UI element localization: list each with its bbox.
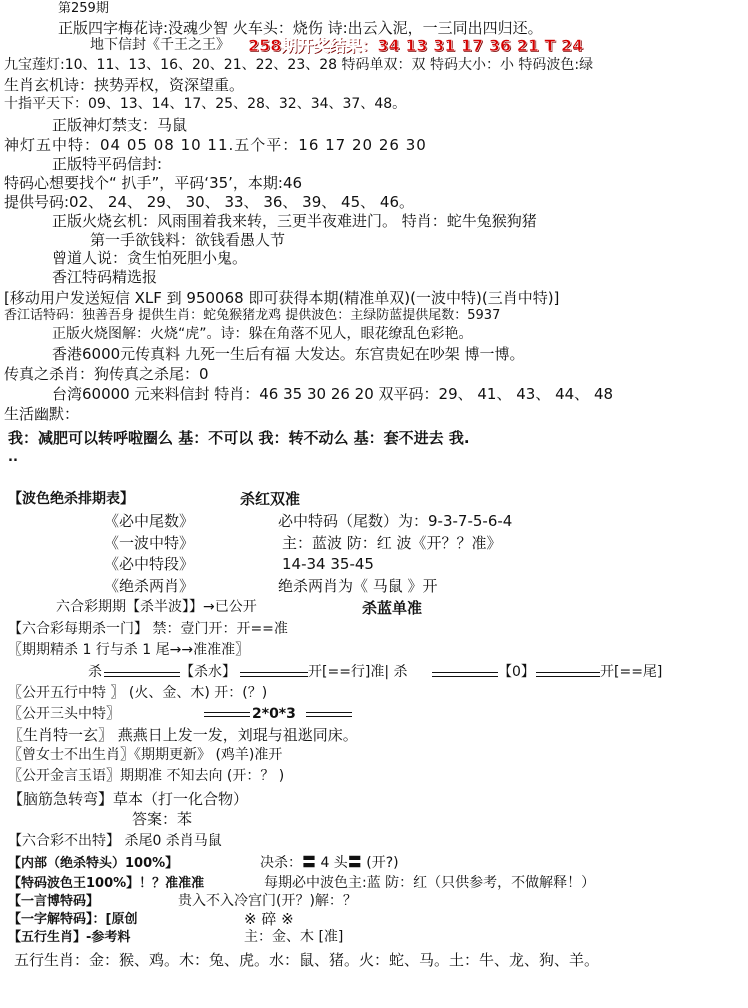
text-line: 特码心想要找个“ 扒手”，平码‘35’，本期:46 xyxy=(4,174,303,192)
text-line: 生肖玄机诗：挟势弄权，资深望重。 xyxy=(4,76,245,94)
half-wave-line: 六合彩期期【杀半波】】→已公开 xyxy=(56,599,257,615)
text-line: 曾道人说：贪生怕死胆小鬼。 xyxy=(52,249,248,267)
double-rule xyxy=(240,672,308,677)
row-key: 《绝杀两肖》 xyxy=(104,577,195,595)
double-rule xyxy=(204,712,250,717)
text-line: 正版特平码信封: xyxy=(52,155,163,173)
five-elements-list: 五行生肖：金：猴、鸡。木：兔、虎。水：鼠、猪。火：蛇、马。土：牛、龙、狗、羊。 xyxy=(14,951,600,969)
double-rule xyxy=(306,712,352,717)
text-line: [移动用户发送短信 XLF 到 950068 即可获得本期(精准单双)(一波中特)(三肖中特)] xyxy=(4,289,560,307)
text-line: 第一手欲钱料：欲钱看愚人节 xyxy=(90,231,286,249)
text-line: 传真之杀肖：狗传真之杀尾：0 xyxy=(4,365,209,383)
humor-dialog: 我：减肥可以转呼啦圈么 基：不可以 我：转不动么 基：套不进去 我. xyxy=(8,429,470,447)
double-rule xyxy=(104,672,180,677)
text-line: 【六合彩不出特】 杀尾0 杀肖马鼠 xyxy=(8,833,222,849)
row-value: 绝杀两肖为《 马鼠 》开 xyxy=(278,577,438,595)
text-line: 神灯五中特：04 05 08 10 11.五个平：16 17 20 26 30 xyxy=(4,136,427,154)
kill-tail: 开[==尾] xyxy=(600,664,663,680)
five-elements-main: 主：金、木 [准] xyxy=(244,929,344,945)
five-elements-title: 【五行生肖】-参考料 xyxy=(8,930,131,945)
kill-label: 杀 xyxy=(88,664,102,680)
text-line: 〖公开金言玉语〗期期准 不知去向 (开：？ ) xyxy=(8,768,285,784)
text-line: 〖公开五行中特 〗 (火、金、木) 开：(？) xyxy=(8,685,268,701)
text-line: 十指平天下：09、13、14、17、25、28、32、34、37、48。 xyxy=(4,96,407,112)
one-word-bet: 【一言博特码】 xyxy=(8,894,100,909)
text-line: 【脑筋急转弯】草本（打一化合物） xyxy=(8,790,249,808)
half-wave-right: 杀蓝单准 xyxy=(362,599,423,617)
row-value: 必中特码（尾数）为：9-3-7-5-6-4 xyxy=(278,512,513,530)
double-rule xyxy=(432,672,498,677)
text-line: 正版火烧玄机：风雨围着我来转，三更半夜难进门。 特肖：蛇牛兔猴狗猪 xyxy=(52,212,537,230)
plum-poem-line: 正版四字梅花诗:没魂少智 火车头：烧伤 诗:出云入泥，一三同出四归还。 xyxy=(58,19,543,37)
one-word-bet-value: 贵入不入冷宫门(开？)解：？ xyxy=(178,893,357,909)
row-value: 主：蓝波 防：红 波《开？？准》 xyxy=(282,534,502,552)
text-line: 〖期期精杀 1 行与杀 1 尾→→准准准〗 xyxy=(8,642,250,658)
table-title-right: 杀红双准 xyxy=(240,490,301,508)
text-line: 香港6000元传真料 九死一生后有福 大发达。东宫贵妃在吵架 博一博。 xyxy=(52,345,525,363)
row-key: 《必中特段》 xyxy=(104,555,195,573)
kill-water: 【杀水】 xyxy=(180,664,236,680)
text-line: 〖生肖特一玄〗 燕燕日上发一发，刘琨与祖逖同床。 xyxy=(8,726,358,744)
double-rule xyxy=(536,672,600,677)
text-line: 台湾60000 元来料信封 特肖：46 35 30 26 20 双平码：29、 41、 43、 44、 48 xyxy=(52,385,614,403)
text-line: 香江特码精选报 xyxy=(52,268,158,286)
envelope-title: 地下信封《千王之王》 xyxy=(90,37,230,53)
text-line: 答案：苯 xyxy=(132,810,193,828)
internal-kill-value: 决杀：〓 4 头〓 (开?) xyxy=(260,855,399,871)
text-line: 正版神灯禁支：马鼠 xyxy=(52,116,188,134)
issue-number: 第259期 xyxy=(58,1,109,16)
row-value: 14-34 35-45 xyxy=(282,555,374,573)
kill-zero: 【0】 xyxy=(498,664,535,680)
table-title: 【波色绝杀排期表】 xyxy=(8,491,134,507)
text-line: 提供号码:02、 24、 29、 30、 33、 36、 39、 45、 46。 xyxy=(4,193,414,211)
row-key: 《必中尾数》 xyxy=(104,512,195,530)
text-line: 生活幽默： xyxy=(4,405,80,423)
one-char-code-value: ※ 碎 ※ xyxy=(244,910,294,928)
text-line: 【六合彩每期杀一门】 禁：壹门开：开==准 xyxy=(8,621,288,637)
kill-open-text: 开[==行]准| 杀 xyxy=(308,664,408,680)
text-line: 九宝莲灯:10、11、13、16、20、21、22、23、28 特码单双：双 特码大小：小 特码波色:绿 xyxy=(4,57,594,73)
text-line: 〖公开三头中特〗 xyxy=(8,706,120,722)
wave-king-value: 每期必中波色主:蓝 防：红（只供参考，不做解释！） xyxy=(264,875,596,891)
ellipsis: .. xyxy=(8,450,18,465)
three-heads: 2*0*3 xyxy=(252,706,296,722)
row-key: 《一波中特》 xyxy=(104,534,195,552)
text-line: 香江话特码：独善吾身 提供生肖：蛇兔猴猪龙鸡 提供波色：主绿防蓝提供尾数：5937 xyxy=(4,308,501,323)
wave-king: 【特码波色王100%】！？准准准 xyxy=(8,876,205,891)
text-line: 正版火烧图解：火烧“虎”。诗：躲在角落不见人，眼花缭乱色彩艳。 xyxy=(52,326,473,342)
text-line: 〖曾女士不出生肖〗《期期更新》 (鸡羊)准开 xyxy=(8,747,283,763)
one-char-code: 【一字解特码】：[原创 xyxy=(8,912,138,927)
draw-result-banner: 258期开奖结果：34 13 31 17 36 21 T 24 xyxy=(248,36,584,55)
internal-kill: 【内部（绝杀特头）100%】 xyxy=(8,856,179,871)
